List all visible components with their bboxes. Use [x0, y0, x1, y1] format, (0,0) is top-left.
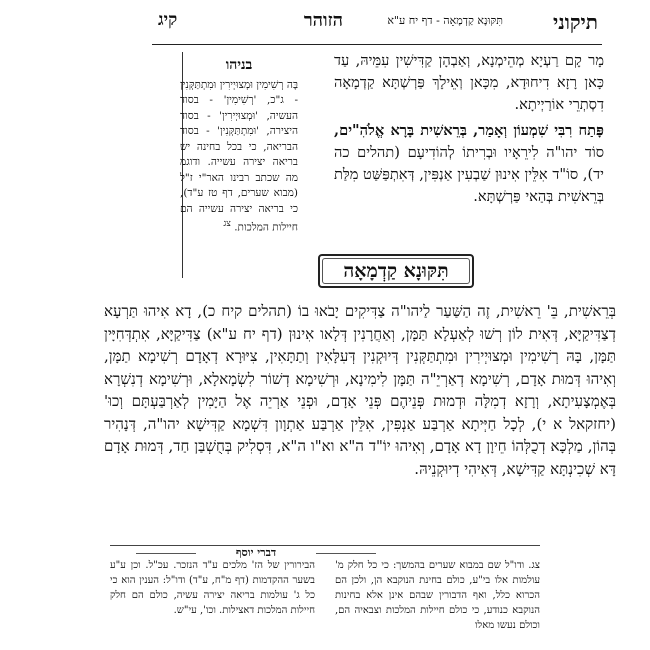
running-header [158, 10, 598, 40]
footnote-marker: צג [223, 219, 231, 229]
header-book-title: תיקוני [552, 10, 598, 34]
section-title-frame [318, 254, 474, 288]
header-subtitle: תִּקּוּנָא קַדְמָאָה - דף יח ע"א [387, 14, 503, 27]
main-paragraph-1: מָר קָם רַעְיָא מְהֵימְנָא, וְאַבְהָן קַדִּישִׁין עִמֵּיהּ, עַד כָּאן רָזָא דִיחוּדָא, מִכָּאן וְאֵילָךְ פַּרְשְׁתָּא קַדְמָאָה דִסְתְרֵי אוֹרַיְיתָא. [334, 52, 604, 113]
footer-divider [110, 545, 540, 546]
commentary-body: בָּה רְשִׁימִין וּמְצוּיְירִין וּמִתְתַּקְּנִין - ג"כ, 'רְשִׁימִין' - בסוד העשיה, 'וּמְצוּיְירִין' - בסוד היצירה, 'וּמִתְתַּקְּנִין' - בסוד הבריאה, כי בכל בחינה יש בריאה יצירה עשייה. ודוגמ מה שכתב רבינו האר"י ז"ל (מבוא שערים, דף טז ע"ד), כי בריאה יצירה עשייה הם חיילות המלכות. [180, 78, 298, 234]
commentary-sidebar [180, 58, 298, 236]
main-text-body: בְּרֵאשִׁית, בֵּ' רֵאשִׁית, זֶה הַשַּׁעַר לַיהו"ה צַדִּיקִים יָבֹאוּ בוֹ (תהלים קיח כ), דָא אִיהוּ תַּרְעָא דְצַדִּיקַיָּא, דְּאִית לוֹן רְשׁוּ לְאַעְלָא תַּמָּן, וְאַחֲרָנִין דְּלָאו אִינוּן (דף יח ע"א) צַדִּיקַיָּא, אִתְדְּחִיָּין תַּמָּן, בָּהּ רְשִׁימִין וּמְצוּיְירִין וּמִתְתַּקְּנִין דְּיוּקְנִין דְּעִלָּאִין וְתַתָּאִין, צִיּוּרָא דְאָדָם רְשִׁימָא תַמָּן, וְאִיהוּ דְּמוּת אָדָם, רְשִׁימָא דְאַרְיֵ"ה תַּמָּן לִימִינָא, וּרְשִׁימָא דְשׁוֹר לִשְׂמָאלָא, וּרְשִׁימָא דְנִשְׁרָא בְּאֶמְצָעִיתָא, וְרָזָא דְמִלָּה וּדְמוּת פְּנֵיהֶם פְּנֵי אָדָם, וּפְנֵי אַרְיֵה אֶל הַיָּמִין לְאַרְבַּעְתָּם וְכוּ' (יחזקאל א י), לְכָל חַיְּיתָא אַרְבַּע אַנְפִּין, אִלֵּין אַרְבַּע אַתְוָון דִּשְׁמָא קַדִּישָׁא יהו"ה, דְּנָהִיר בְּהוֹן, מַלְכָּא דְכֻלְּהוֹ חֵיוָן דָא אָדָם, וְאִיהוּ יוֹ"ד ה"א וא"ו ה"א, דִּסְלִיק בְּחֻשְׁבַּן חַד, דְּמוּת אָדָם דָּא שְׁכִינְתָּא קַדִּישָׁא, דְּאִיהִי דְיוּקְנֵיהּ. [104, 302, 616, 478]
footer-section-title: דברי יוסף [196, 546, 316, 559]
main-paragraph-2 [334, 120, 604, 208]
paragraph-continuation: סוֹד יהו"ה לִירֵאָיו וּבְרִיתוֹ לְהוֹדִיעָם (תהלים כה יד), סוֹ"ד אִלֵּין אִינוּן שַׁבְעִין אַנְפִּין, דְּאִתְפַּשַּׁט מִלַּת בְּרֵאשִׁית בְּהַאי פַּרְשְׁתָּא. [334, 144, 604, 205]
paragraph-opening: פָּתַח רִבִּי שִׁמְעוֹן וְאָמַר, בְּרֵאשִׁית בָּרָא אֱלֹהִ"ים, [334, 122, 604, 139]
commentary-title: בניהו [225, 57, 253, 73]
commentary-text [180, 78, 298, 237]
page-number: קיג [158, 10, 178, 30]
footnote-column-right: צג. ודו"ל שם במבוא שערים בהמשך: כי כל חלק מ' עולמות אלו בי"ע, כולם בחינת הנוקבא הן, ולכן הם הכרוא כלל, ואף הדבורין שבהם אינן אלא בחינות הנוקבא כנודע, כי כולם חיילות המלכות וצבאיה הם, וכולם נעשו מאלו [335, 560, 540, 631]
header-divider [152, 44, 602, 45]
section-title: תִּקּוּנָא קַדְמָאָה [343, 260, 449, 282]
header-zohar: הזוהר [303, 10, 343, 31]
footnote-column-left: הבירורין של הז' מלכים ע"ד הנזכר. עכ"ל. וכן ע"ע בשער ההקדמות (דף מ"ח, ע"ד) ודו"ל: הענין הוא כי כל ג' עולמות בריאה יצירה עשיה, כולם הם חלק חיילות המלכות דאצילות. וכו', עי"ש. [110, 560, 315, 616]
main-text-top [334, 50, 604, 212]
